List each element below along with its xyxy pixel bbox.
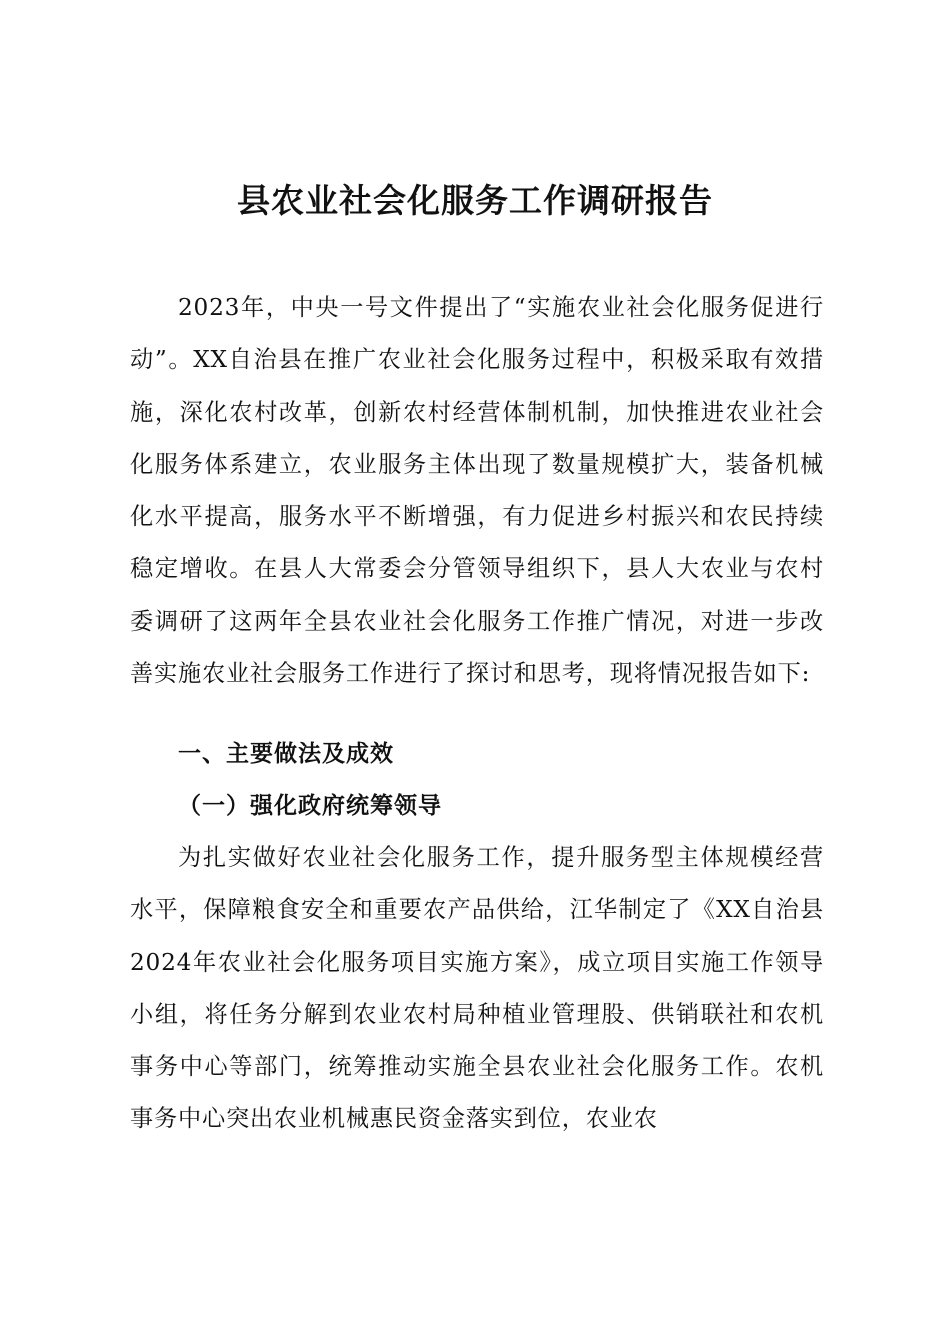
subsection-paragraph: 为扎实做好农业社会化服务工作，提升服务型主体规模经营水平，保障粮食安全和重要农产品供给，江华制定了《XX自治县2024年农业社会化服务项目实施方案》，成立项目实施工作领导小组，将任务分解到农业农村局种植业管理股、供销联社和农机事务中心等部门，统筹推动实施全县农业社会化服务工作。农机事务中心突出农业机械惠民资金落实到位，农业农 bbox=[130, 844, 824, 1133]
subsection-heading: （一）强化政府统筹领导 bbox=[178, 792, 442, 819]
document-title: 县农业社会化服务工作调研报告 bbox=[237, 181, 713, 220]
section-heading: 一、主要做法及成效 bbox=[178, 741, 394, 767]
intro-paragraph: 2023年，中央一号文件提出了“实施农业社会化服务促进行动”。XX自治县在推广农业社会化服务过程中，积极采取有效措施，深化农村改革，创新农村经营体制机制，加快推进农业社会化服务体系建立，农业服务主体出现了数量规模扩大，装备机械化水平提高，服务水平不断增强，有力促进乡村振兴和农民持续稳定增收。在县人大常委会分管领导组织下，县人大农业与农村委调研了这两年全县农业社会化服务工作推广情况，对进一步改善实施农业社会服务工作进行了探讨和思考，现将情况报告如下: bbox=[130, 294, 824, 688]
